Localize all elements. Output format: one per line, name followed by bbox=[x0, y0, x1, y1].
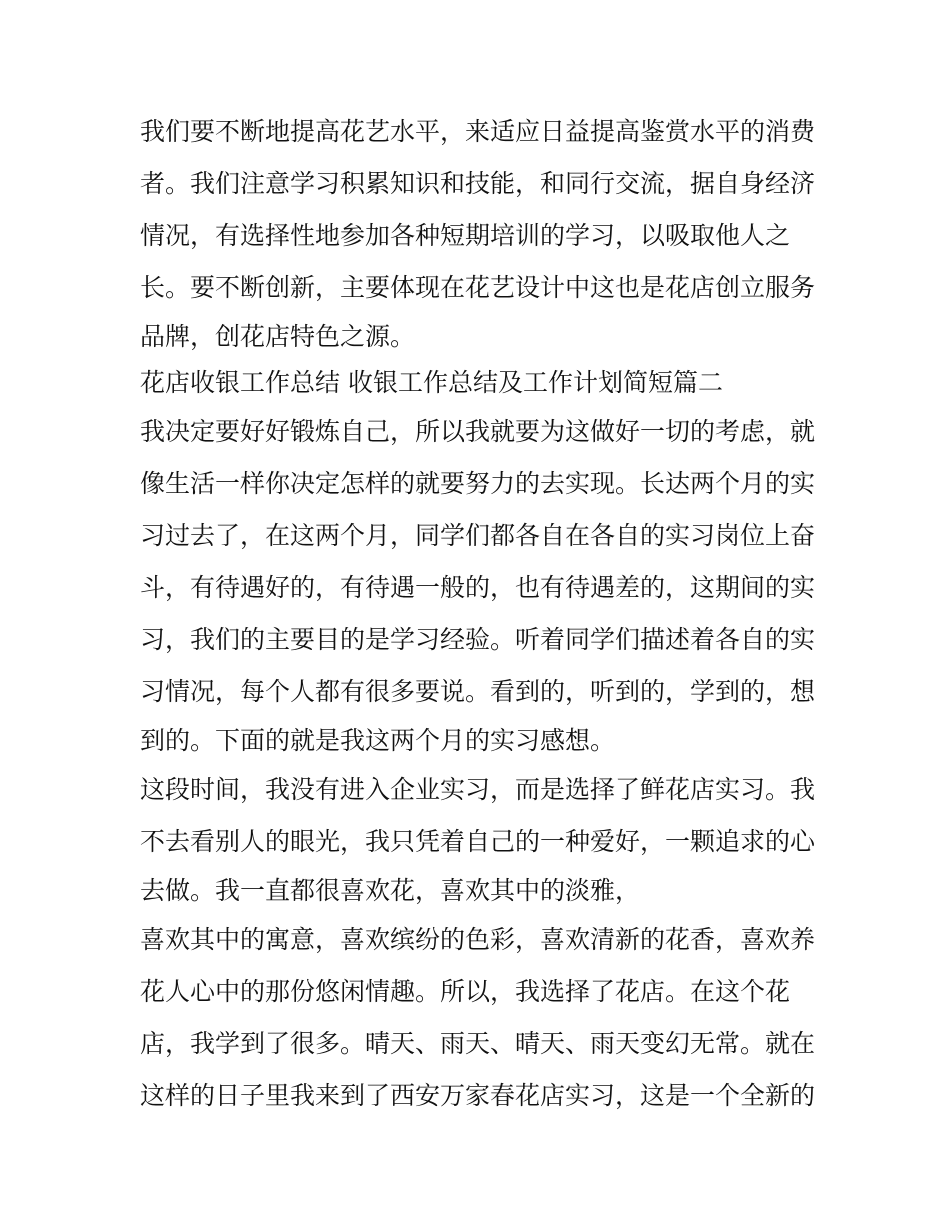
text-line: 到的。下面的就是我这两个月的实习感想。 bbox=[140, 726, 616, 755]
text-line: 者。我们注意学习积累知识和技能，和同行交流，据自身经济 bbox=[140, 169, 816, 198]
text-line: 斗，有待遇好的，有待遇一般的，也有待遇差的，这期间的实 bbox=[140, 573, 816, 602]
text-line: 花人心中的那份悠闲情趣。所以，我选择了花店。在这个花 bbox=[140, 977, 791, 1006]
text-line: 我决定要好好锻炼自己，所以我就要为这做好一切的考虑，就 bbox=[140, 417, 816, 446]
text-line: 不去看别人的眼光，我只凭着自己的一种爱好，一颗追求的心 bbox=[140, 827, 816, 856]
document-body bbox=[140, 106, 820, 1122]
text-line: 习情况，每个人都有很多要说。看到的，听到的，学到的，想 bbox=[140, 677, 816, 706]
text-line: 像生活一样你决定怎样的就要努力的去实现。长达两个月的实 bbox=[140, 469, 816, 498]
text-line: 这段时间，我没有进入企业实习，而是选择了鲜花店实习。我 bbox=[140, 775, 816, 804]
section-heading: 花店收银工作总结 收银工作总结及工作计划简短篇二 bbox=[140, 368, 723, 397]
text-line: 这样的日子里我来到了西安万家春花店实习，这是一个全新的 bbox=[140, 1081, 816, 1110]
text-line: 习过去了，在这两个月，同学们都各自在各自的实习岗位上奋 bbox=[140, 521, 816, 550]
text-line: 长。要不断创新，主要体现在花艺设计中这也是花店创立服务 bbox=[140, 273, 816, 302]
text-line: 情况，有选择性地参加各种短期培训的学习，以吸取他人之 bbox=[140, 221, 791, 250]
text-line: 店，我学到了很多。晴天、雨天、晴天、雨天变幻无常。就在 bbox=[140, 1029, 816, 1058]
text-line: 我们要不断地提高花艺水平，来适应日益提高鉴赏水平的消费 bbox=[140, 117, 816, 146]
text-line: 习，我们的主要目的是学习经验。听着同学们描述着各自的实 bbox=[140, 625, 816, 654]
text-line: 去做。我一直都很喜欢花，喜欢其中的淡雅， bbox=[140, 876, 641, 905]
text-line: 品牌，创花店特色之源。 bbox=[140, 322, 416, 351]
text-line: 喜欢其中的寓意，喜欢缤纷的色彩，喜欢清新的花香，喜欢养 bbox=[140, 925, 816, 954]
